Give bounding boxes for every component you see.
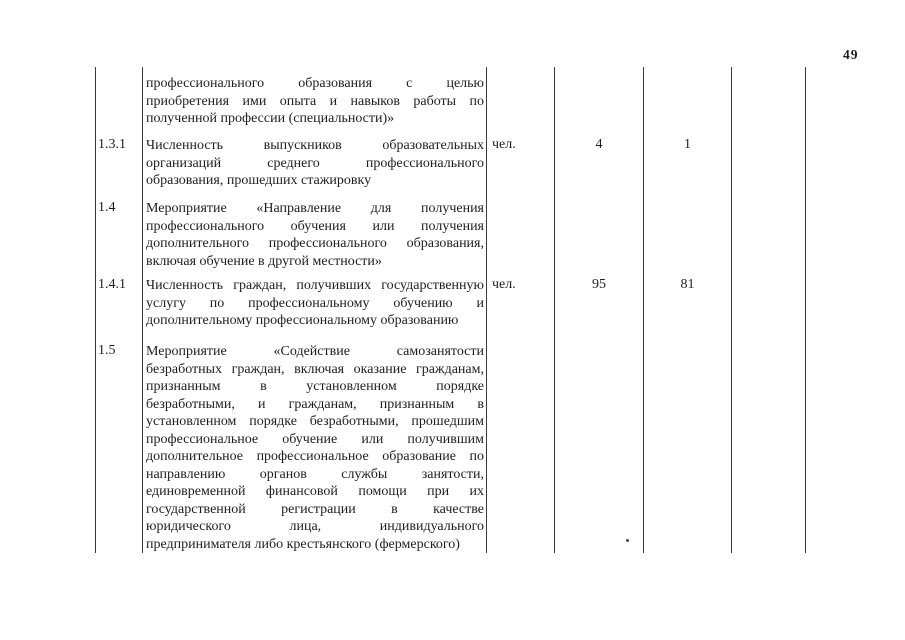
description-line: полученной профессии (специальности)» [146,111,395,126]
value-cell-1: 4 [555,130,644,193]
description-line: профессиональное обучение или получившим [146,431,484,447]
description-line: установленном порядке безработными, прошедшим [146,414,484,429]
empty-cell [732,67,806,130]
description-line: дополнительное профессиональное образование по [146,449,484,464]
description-line: государственной регистрации в качестве [146,501,484,517]
description-line: безработными, и гражданам, признанным в [146,396,484,412]
value-cell-1: 95 [555,270,644,336]
description-cell [143,193,487,270]
value-cell-2 [644,336,732,553]
unit-cell [487,67,555,130]
description-line: образования, прошедших стажировку [146,173,372,188]
value-cell-2: 81 [644,270,732,336]
value-cell-2 [644,193,732,270]
empty-cell [732,336,806,553]
description-cell [143,336,487,553]
description-line: единовременной финансовой помощи при их [146,484,484,499]
value-cell-1 [555,67,644,130]
description-line: признанным в установленном порядке [146,379,484,394]
description-cell [143,270,487,336]
scan-speck-dot [626,539,629,542]
description-line: профессионального обучения или получения [146,218,484,234]
row-number-cell [96,67,143,130]
description-cell [143,130,487,193]
description-line: юридического лица, индивидуального [146,519,484,534]
description-line: Мероприятие «Направление для получения [146,201,484,216]
description-line: направлению органов службы занятости, [146,466,484,482]
description-line: дополнительного профессионального образования, [146,236,484,251]
empty-cell [732,193,806,270]
description-line: Мероприятие «Содействие самозанятости [146,344,484,359]
description-line: включая обучение в другой местности» [146,253,382,269]
empty-cell [732,270,806,336]
description-line: дополнительному профессиональному образованию [146,313,459,328]
empty-cell [732,130,806,193]
description-line: предпринимателя либо крестьянского (фермерского) [146,536,460,552]
page-number: 49 [843,47,859,62]
unit-cell [487,336,555,553]
description-line: приобретения ими опыта и навыков работы по [146,93,484,109]
description-line: Численность граждан, получивших государственную [146,278,484,293]
description-line: организаций среднего профессионального [146,155,484,171]
value-cell-1 [555,336,644,553]
description-line: услугу по профессиональному обучению и [146,295,484,311]
row-number-cell: 1.5 [96,336,143,553]
description-line: Численность выпускников образовательных [146,138,484,153]
value-cell-2: 1 [644,130,732,193]
unit-cell: чел. [487,270,555,336]
description-line: профессионального образования с целью [146,76,484,91]
row-number-cell: 1.3.1 [96,130,143,193]
description-cell [143,67,487,130]
unit-cell: чел. [487,130,555,193]
measures-table [95,67,806,553]
row-number-cell: 1.4 [96,193,143,270]
value-cell-2 [644,67,732,130]
description-line: безработных граждан, включая оказание гражданам, [146,361,484,377]
value-cell-1 [555,193,644,270]
unit-cell [487,193,555,270]
row-number-cell: 1.4.1 [96,270,143,336]
